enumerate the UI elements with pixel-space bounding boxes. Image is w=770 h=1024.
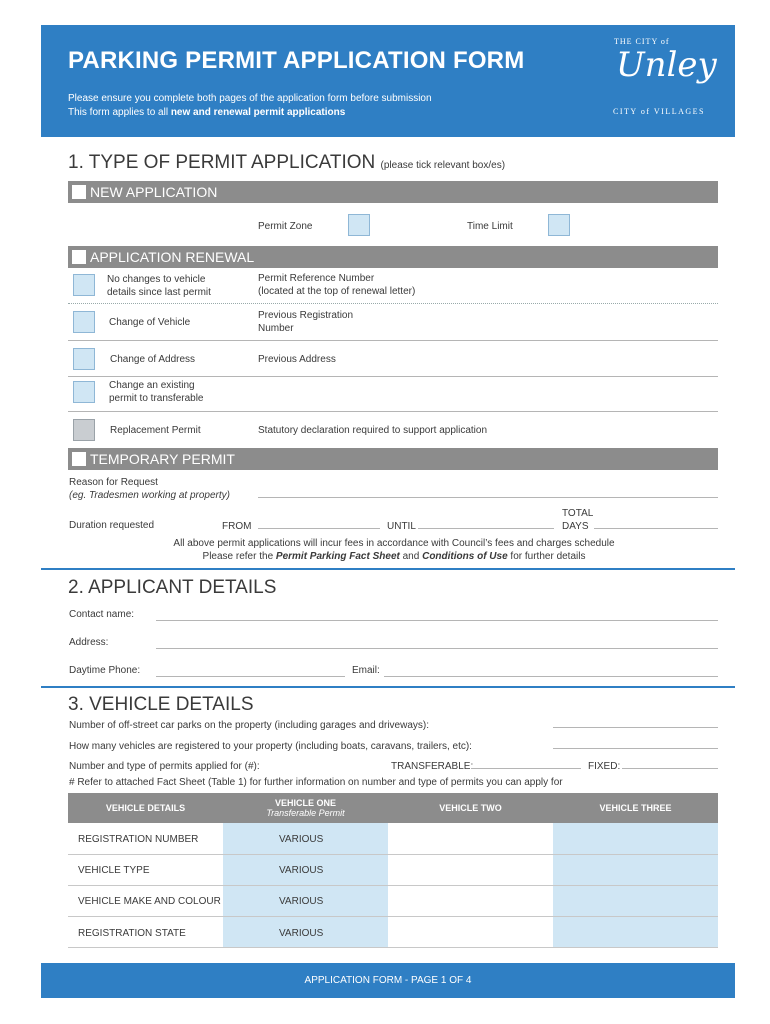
transferable-count-label: TRANSFERABLE:	[391, 761, 474, 772]
table-row-divider	[68, 947, 718, 948]
change-vehicle-label: Change of Vehicle	[109, 317, 191, 328]
section1-title: 1. TYPE OF PERMIT APPLICATION (please tick relevant box/es)	[68, 152, 506, 173]
page-footer: APPLICATION FORM - PAGE 1 OF 4	[41, 963, 735, 998]
logo-city-of-villages: CITY of VILLAGES	[613, 107, 705, 116]
fact-sheet-note: Please refer the Permit Parking Fact Sheet and Conditions of Use for further details	[202, 551, 586, 562]
divider	[68, 411, 718, 412]
total-label: TOTAL	[562, 508, 594, 519]
previous-registration-label-1: Previous Registration	[258, 310, 354, 321]
fixed-count-label: FIXED:	[588, 761, 621, 772]
email-label: Email:	[352, 665, 380, 676]
change-address-checkbox[interactable]	[73, 348, 95, 370]
address-input[interactable]	[156, 648, 718, 649]
no-changes-label-2: details since last permit	[107, 287, 211, 298]
renewal-checkbox[interactable]	[72, 250, 86, 264]
replacement-permit-label: Replacement Permit	[110, 425, 201, 436]
reason-label: Reason for Request	[69, 477, 158, 488]
transferable-checkbox[interactable]	[73, 381, 95, 403]
vehicle-two-column-input[interactable]	[388, 823, 553, 947]
col-vehicle-three: VEHICLE THREE	[599, 803, 672, 813]
until-input[interactable]	[418, 528, 554, 529]
address-label: Address:	[69, 637, 109, 648]
daytime-phone-input[interactable]	[156, 676, 345, 677]
vehicles-registered-input[interactable]	[553, 748, 718, 749]
vehicle-table-header	[68, 793, 718, 823]
row-registration-state: REGISTRATION STATE	[78, 928, 186, 939]
reason-example: (eg. Tradesmen working at property)	[69, 490, 230, 501]
no-changes-checkbox[interactable]	[73, 274, 95, 296]
permit-reference-label-2: (located at the top of renewal letter)	[258, 286, 416, 297]
header-banner	[41, 25, 735, 137]
row-vehicle-type: VEHICLE TYPE	[78, 865, 150, 876]
fees-note: All above permit applications will incur fees in accordance with Council’s fees and charges schedule	[173, 538, 615, 549]
permit-zone-label: Permit Zone	[258, 221, 313, 232]
logo-unley: Unley	[616, 45, 717, 85]
col-vehicle-one-sub: Transferable Permit	[266, 808, 345, 818]
divider	[68, 376, 718, 377]
from-label: FROM	[222, 521, 252, 532]
vehicle-type-vehicle-one: VARIOUS	[279, 865, 324, 876]
divider	[68, 340, 718, 341]
col-vehicle-details: VEHICLE DETAILS	[105, 803, 186, 813]
registration-number-vehicle-one: VARIOUS	[279, 834, 324, 845]
section-divider	[41, 686, 735, 688]
email-input[interactable]	[384, 676, 718, 677]
duration-label: Duration requested	[69, 520, 155, 531]
daytime-phone-label: Daytime Phone:	[69, 665, 141, 676]
replacement-permit-checkbox[interactable]	[73, 419, 95, 441]
section3-title: 3. VEHICLE DETAILS	[68, 694, 254, 715]
statutory-declaration-note: Statutory declaration required to support application	[258, 425, 488, 436]
fixed-count-input[interactable]	[622, 768, 718, 769]
until-label: UNTIL	[387, 521, 416, 532]
from-input[interactable]	[258, 528, 380, 529]
contact-name-label: Contact name:	[69, 609, 135, 620]
vehicles-registered-question: How many vehicles are registered to your property (including boats, caravans, trailers, etc):	[69, 741, 472, 752]
transferable-label-2: permit to transferable	[109, 393, 204, 404]
previous-registration-label-2: Number	[258, 323, 294, 334]
new-application-checkbox[interactable]	[72, 185, 86, 199]
contact-name-input[interactable]	[156, 620, 718, 621]
previous-address-label: Previous Address	[258, 354, 336, 365]
time-limit-label: Time Limit	[467, 221, 513, 232]
transferable-label-1: Change an existing	[109, 380, 195, 391]
reason-input[interactable]	[258, 497, 718, 498]
transferable-count-input[interactable]	[471, 768, 581, 769]
permit-zone-input[interactable]	[348, 214, 370, 236]
offstreet-input[interactable]	[553, 727, 718, 728]
offstreet-question: Number of off-street car parks on the property (including garages and driveways):	[69, 720, 429, 731]
section-divider	[41, 568, 735, 570]
row-vehicle-make-colour: VEHICLE MAKE AND COLOUR	[78, 896, 221, 907]
permit-reference-label-1: Permit Reference Number	[258, 273, 375, 284]
logo-city-of: THE CITY of	[614, 37, 670, 46]
change-vehicle-checkbox[interactable]	[73, 311, 95, 333]
col-vehicle-two: VEHICLE TWO	[439, 803, 502, 813]
header-applies: This form applies to all new and renewal permit applications	[68, 107, 346, 118]
col-vehicle-one: VEHICLE ONE	[274, 798, 336, 808]
no-changes-label-1: No changes to vehicle	[107, 274, 206, 285]
change-address-label: Change of Address	[110, 354, 196, 365]
permits-applied-question: Number and type of permits applied for (#):	[69, 761, 260, 772]
days-label: DAYS	[562, 521, 589, 532]
divider	[68, 303, 718, 304]
section2-title: 2. APPLICANT DETAILS	[68, 577, 277, 598]
renewal-bar: APPLICATION RENEWAL	[68, 246, 718, 268]
total-days-input[interactable]	[594, 528, 718, 529]
temporary-checkbox[interactable]	[72, 452, 86, 466]
header-instruction: Please ensure you complete both pages of the application form before submission	[68, 93, 432, 104]
temporary-permit-bar: TEMPORARY PERMIT	[68, 448, 718, 470]
row-registration-number: REGISTRATION NUMBER	[78, 834, 199, 845]
time-limit-input[interactable]	[548, 214, 570, 236]
fact-sheet-reference: # Refer to attached Fact Sheet (Table 1) for further information on number and type of permits you can apply for	[69, 777, 563, 788]
new-application-bar: NEW APPLICATION	[68, 181, 718, 203]
form-title: PARKING PERMIT APPLICATION FORM	[68, 47, 525, 74]
make-colour-vehicle-one: VARIOUS	[279, 896, 324, 907]
registration-state-vehicle-one: VARIOUS	[279, 928, 324, 939]
